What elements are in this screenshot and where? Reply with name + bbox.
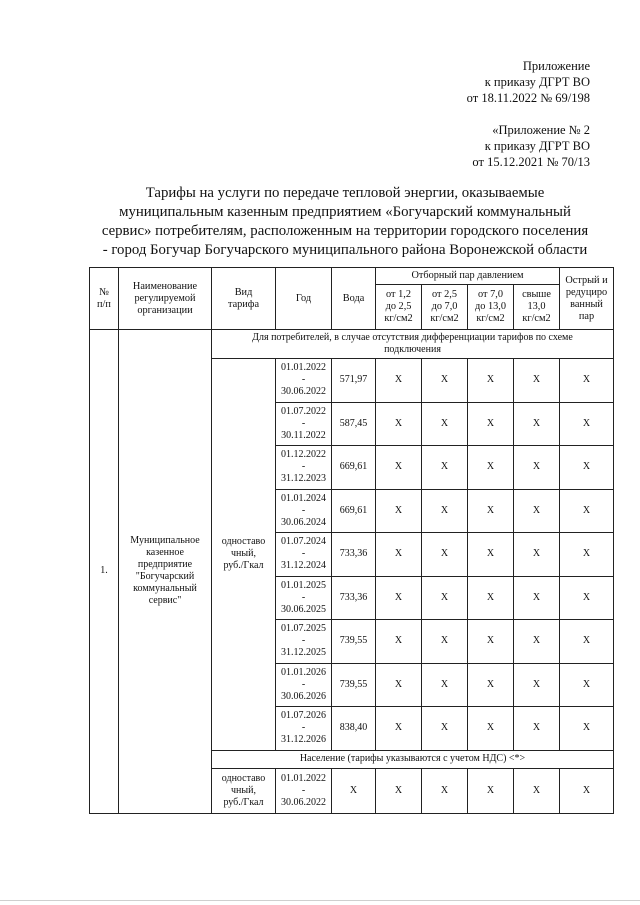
period-sep: -: [301, 504, 306, 516]
period-sep: -: [301, 461, 306, 473]
not-applicable-cell: Х: [560, 446, 614, 490]
period-sep: -: [301, 374, 306, 386]
col-header-steam-group: Отборный пар давлением: [376, 268, 560, 285]
row-number-cell: 1.: [90, 330, 119, 814]
title-line: сервис» потребителям, расположенным на территории городского поселения: [101, 223, 589, 239]
not-applicable-cell: Х: [422, 446, 468, 490]
not-applicable-cell: Х: [560, 576, 614, 620]
not-applicable-cell: Х: [514, 446, 560, 490]
header-line: от 18.11.2022 № 69/198: [466, 91, 590, 105]
not-applicable-cell: Х: [514, 707, 560, 751]
col-header-number: № п/п: [90, 268, 119, 330]
not-applicable-cell: Х: [376, 402, 422, 446]
header-line: Приложение: [522, 59, 590, 73]
col-header-tariff-type: Вид тарифа: [212, 268, 276, 330]
not-applicable-cell: Х: [468, 663, 514, 707]
period-from: 01.07.2022: [281, 405, 326, 417]
title-line: Тарифы на услуги по передаче тепловой энергии, оказываемые: [145, 185, 545, 201]
not-applicable-cell: Х: [376, 620, 422, 664]
tariff-type-cell: одноставо чный, руб./Гкал: [212, 768, 276, 813]
period-sep: -: [301, 548, 306, 560]
not-applicable-cell: Х: [376, 663, 422, 707]
not-applicable-cell: Х: [468, 446, 514, 490]
not-applicable-cell: Х: [468, 620, 514, 664]
period-from: 01.01.2022: [281, 772, 326, 784]
not-applicable-cell: Х: [514, 663, 560, 707]
water-tariff-cell: 669,61: [332, 489, 376, 533]
period-from: 01.01.2026: [281, 666, 326, 678]
not-applicable-cell: Х: [422, 533, 468, 577]
not-applicable-cell: Х: [560, 620, 614, 664]
not-applicable-cell: Х: [514, 359, 560, 403]
period-from: 01.07.2024: [281, 536, 326, 548]
header-line: «Приложение № 2: [492, 123, 590, 137]
not-applicable-cell: Х: [376, 533, 422, 577]
period-to: 30.06.2026: [281, 690, 326, 702]
not-applicable-cell: Х: [514, 533, 560, 577]
period-from: 01.07.2025: [281, 623, 326, 635]
section-header-general: Для потребителей, в случае отсутствия дифференциации тарифов по схеме подключения: [212, 330, 614, 359]
page-bottom-line: [0, 900, 640, 901]
water-tariff-cell: 669,61: [332, 446, 376, 490]
not-applicable-cell: Х: [422, 489, 468, 533]
header-line: к приказу ДГРТ ВО: [484, 75, 590, 89]
period-sep: -: [301, 784, 306, 796]
title-line: муниципальным казенным предприятием «Богучарский коммунальный: [119, 204, 571, 220]
not-applicable-cell: Х: [422, 359, 468, 403]
tariff-type-cell: одноставо чный, руб./Гкал: [212, 359, 276, 751]
water-tariff-cell: 733,36: [332, 576, 376, 620]
period-cell: [276, 576, 332, 620]
not-applicable-cell: Х: [560, 533, 614, 577]
period-sep: -: [301, 722, 306, 734]
not-applicable-cell: Х: [422, 707, 468, 751]
not-applicable-cell: Х: [468, 402, 514, 446]
not-applicable-cell: Х: [514, 489, 560, 533]
water-tariff-cell: Х: [332, 768, 376, 813]
col-header-organization: Наименование регулируемой организации: [119, 268, 212, 330]
title-line: - город Богучар Богучарского муниципального района Воронежской области: [102, 242, 588, 258]
col-header-steam-1: от 1,2 до 2,5 кг/см2: [376, 285, 422, 330]
period-cell: [276, 663, 332, 707]
water-tariff-cell: 838,40: [332, 707, 376, 751]
period-to: 30.06.2025: [281, 603, 326, 615]
not-applicable-cell: Х: [376, 446, 422, 490]
not-applicable-cell: Х: [468, 768, 514, 813]
not-applicable-cell: Х: [560, 768, 614, 813]
period-to: 31.12.2025: [281, 647, 326, 659]
period-to: 31.12.2023: [281, 473, 326, 485]
period-to: 30.11.2022: [281, 429, 326, 441]
period-cell: [276, 620, 332, 664]
not-applicable-cell: Х: [514, 620, 560, 664]
header-line: к приказу ДГРТ ВО: [484, 139, 590, 153]
col-header-steam-2: от 2,5 до 7,0 кг/см2: [422, 285, 468, 330]
not-applicable-cell: Х: [560, 402, 614, 446]
not-applicable-cell: Х: [514, 768, 560, 813]
water-tariff-cell: 571,97: [332, 359, 376, 403]
period-cell: [276, 533, 332, 577]
not-applicable-cell: Х: [514, 402, 560, 446]
not-applicable-cell: Х: [514, 576, 560, 620]
period-sep: -: [301, 678, 306, 690]
not-applicable-cell: Х: [468, 533, 514, 577]
not-applicable-cell: Х: [376, 768, 422, 813]
period-cell: [276, 402, 332, 446]
period-from: 01.01.2025: [281, 579, 326, 591]
period-to: 30.06.2024: [281, 516, 326, 528]
water-tariff-cell: 733,36: [332, 533, 376, 577]
not-applicable-cell: Х: [560, 359, 614, 403]
not-applicable-cell: Х: [422, 576, 468, 620]
header-line: от 15.12.2021 № 70/13: [472, 155, 590, 169]
document-title: [80, 184, 610, 260]
period-sep: -: [301, 635, 306, 647]
period-cell: [276, 489, 332, 533]
not-applicable-cell: Х: [376, 359, 422, 403]
not-applicable-cell: Х: [376, 489, 422, 533]
not-applicable-cell: Х: [376, 576, 422, 620]
period-sep: -: [301, 591, 306, 603]
not-applicable-cell: Х: [560, 489, 614, 533]
period-to: 31.12.2026: [281, 734, 326, 746]
period-cell: [276, 446, 332, 490]
previous-appendix-header: [472, 122, 590, 170]
period-cell: [276, 359, 332, 403]
period-cell: [276, 768, 332, 813]
col-header-water: Вода: [332, 268, 376, 330]
not-applicable-cell: Х: [468, 707, 514, 751]
col-header-steam-4: свыше 13,0 кг/см2: [514, 285, 560, 330]
col-header-sharp-steam: Острый и редуциро ванный пар: [560, 268, 614, 330]
period-to: 30.06.2022: [281, 386, 326, 398]
tariff-table: [89, 267, 614, 814]
period-to: 31.12.2024: [281, 560, 326, 572]
not-applicable-cell: Х: [468, 576, 514, 620]
not-applicable-cell: Х: [422, 620, 468, 664]
not-applicable-cell: Х: [422, 402, 468, 446]
period-from: 01.07.2026: [281, 710, 326, 722]
not-applicable-cell: Х: [422, 663, 468, 707]
not-applicable-cell: Х: [422, 768, 468, 813]
not-applicable-cell: Х: [468, 489, 514, 533]
appendix-header: [467, 58, 590, 106]
period-from: 01.01.2022: [281, 362, 326, 374]
period-cell: [276, 707, 332, 751]
col-header-steam-3: от 7,0 до 13,0 кг/см2: [468, 285, 514, 330]
period-to: 30.06.2022: [281, 796, 326, 808]
water-tariff-cell: 587,45: [332, 402, 376, 446]
not-applicable-cell: Х: [376, 707, 422, 751]
period-from: 01.01.2024: [281, 492, 326, 504]
water-tariff-cell: 739,55: [332, 620, 376, 664]
not-applicable-cell: Х: [468, 359, 514, 403]
col-header-year: Год: [276, 268, 332, 330]
not-applicable-cell: Х: [560, 663, 614, 707]
organization-name-cell: Муниципальное казенное предприятие "Богучарский коммунальный сервис": [119, 330, 212, 814]
section-header-population: Население (тарифы указываются с учетом НДС) <*>: [212, 750, 614, 768]
not-applicable-cell: Х: [560, 707, 614, 751]
water-tariff-cell: 739,55: [332, 663, 376, 707]
period-from: 01.12.2022: [281, 449, 326, 461]
period-sep: -: [301, 417, 306, 429]
